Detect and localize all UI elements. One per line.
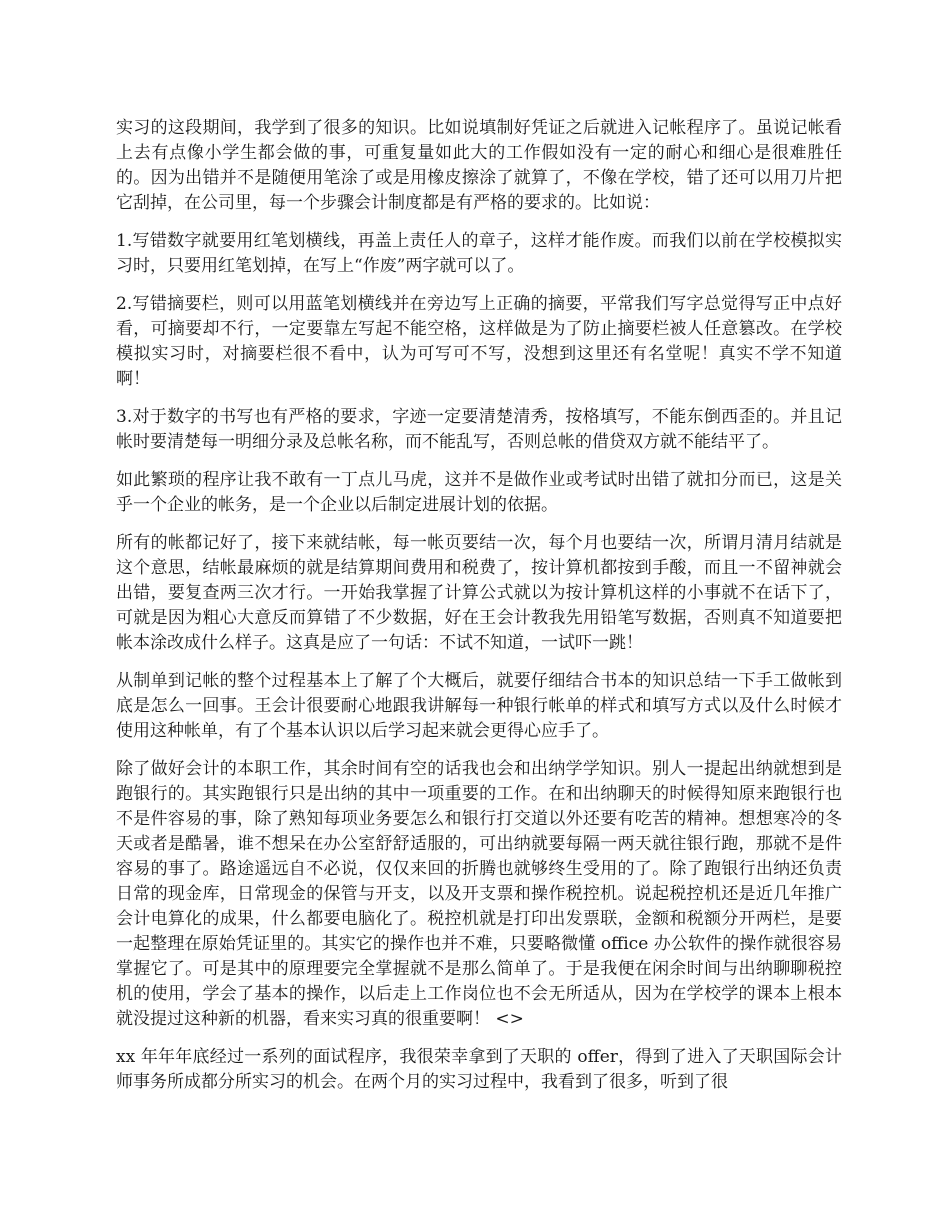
paragraph-internship: xx 年年年底经过一系列的面试程序，我很荣幸拿到了天职的 offer，得到了进入了天职国际会计师事务所成都分所实习的机会。在两个月的实习过程中，我看到了很多，听到了很 <box>116 1047 842 1092</box>
document-body <box>116 116 842 1108</box>
paragraph-rule-1: 1.写错数字就要用红笔划横线，再盖上责任人的章子，这样才能作废。而我们以前在学校模拟实习时，只要用红笔划掉，在写上“作废”两字就可以了。 <box>116 231 842 276</box>
paragraph-intro: 实习的这段期间，我学到了很多的知识。比如说填制好凭证之后就进入记帐程序了。虽说记帐看上去有点像小学生都会做的事，可重复量如此大的工作假如没有一定的耐心和细心是很难胜任的。因为出错并不是随便用笔涂了或是用橡皮擦涂了就算了，不像在学校，错了还可以用刀片把它刮掉，在公司里，每一个步骤会计制度都是有严格的要求的。比如说： <box>116 118 842 213</box>
paragraph-cashier: 除了做好会计的本职工作，其余时间有空的话我也会和出纳学学知识。别人一提起出纳就想到是跑银行的。其实跑银行只是出纳的其中一项重要的工作。在和出纳聊天的时候得知原来跑银行也不是件容易的事，除了熟知每项业务要怎么和银行打交道以外还要有吃苦的精神。想想寒冷的冬天或者是酷暑，谁不想呆在办公室舒舒适服的，可出纳就要每隔一两天就往银行跑，那就不是件容易的事了。路途遥远自不必说，仅仅来回的折腾也就够终生受用的了。除了跑银行出纳还负责日常的现金库，日常现金的保管与开支，以及开支票和操作税控机。说起税控机还是近几年推广会计电算化的成果，什么都要电脑化了。税控机就是打印出发票联，金额和税额分开两栏，是要一起整理在原始凭证里的。其实它的操作也并不难，只要略微懂 office 办公软件的操作就很容易掌握它了。可是其中的原理要完全掌握就不是那么简单了。于是我便在闲余时间与出纳聊聊税控机的使用，学会了基本的操作，以后走上工作岗位也不会无所适从，因为在学校学的课本上根本就没提过这种新的机器，看来实习真的很重要啊！ <> <box>116 759 842 1029</box>
paragraph-procedure: 如此繁琐的程序让我不敢有一丁点儿马虎，这并不是做作业或考试时出错了就扣分而已，这是关乎一个企业的帐务，是一个企业以后制定进展计划的依据。 <box>116 470 842 515</box>
paragraph-summary: 从制单到记帐的整个过程基本上了解了个大概后，就要仔细结合书本的知识总结一下手工做帐到底是怎么一回事。王会计很要耐心地跟我讲解每一种银行帐单的样式和填写方式以及什么时候才使用这种帐单，有了个基本认识以后学习起来就会更得心应手了。 <box>116 671 842 741</box>
paragraph-closing-accounts: 所有的帐都记好了，接下来就结帐，每一帐页要结一次，每个月也要结一次，所谓月清月结就是这个意思，结帐最麻烦的就是结算期间费用和税费了，按计算机都按到手酸，而且一不留神就会出错，要复查两三次才行。一开始我掌握了计算公式就以为按计算机这样的小事就不在话下了，可就是因为粗心大意反而算错了不少数据，好在王会计教我先用铅笔写数据，否则真不知道要把帐本涂改成什么样子。这真是应了一句话：不试不知道，一试吓一跳！ <box>116 533 842 653</box>
paragraph-rule-3: 3.对于数字的书写也有严格的要求，字迹一定要清楚清秀，按格填写，不能东倒西歪的。并且记帐时要清楚每一明细分录及总帐名称，而不能乱写，否则总帐的借贷双方就不能结平了。 <box>116 407 842 452</box>
paragraph-rule-2: 2.写错摘要栏，则可以用蓝笔划横线并在旁边写上正确的摘要，平常我们写字总觉得写正中点好看，可摘要却不行，一定要靠左写起不能空格，这样做是为了防止摘要栏被人任意篡改。在学校模拟实习时，对摘要栏很不看中，认为可写可不写，没想到这里还有名堂呢！真实不学不知道啊！ <box>116 294 842 389</box>
